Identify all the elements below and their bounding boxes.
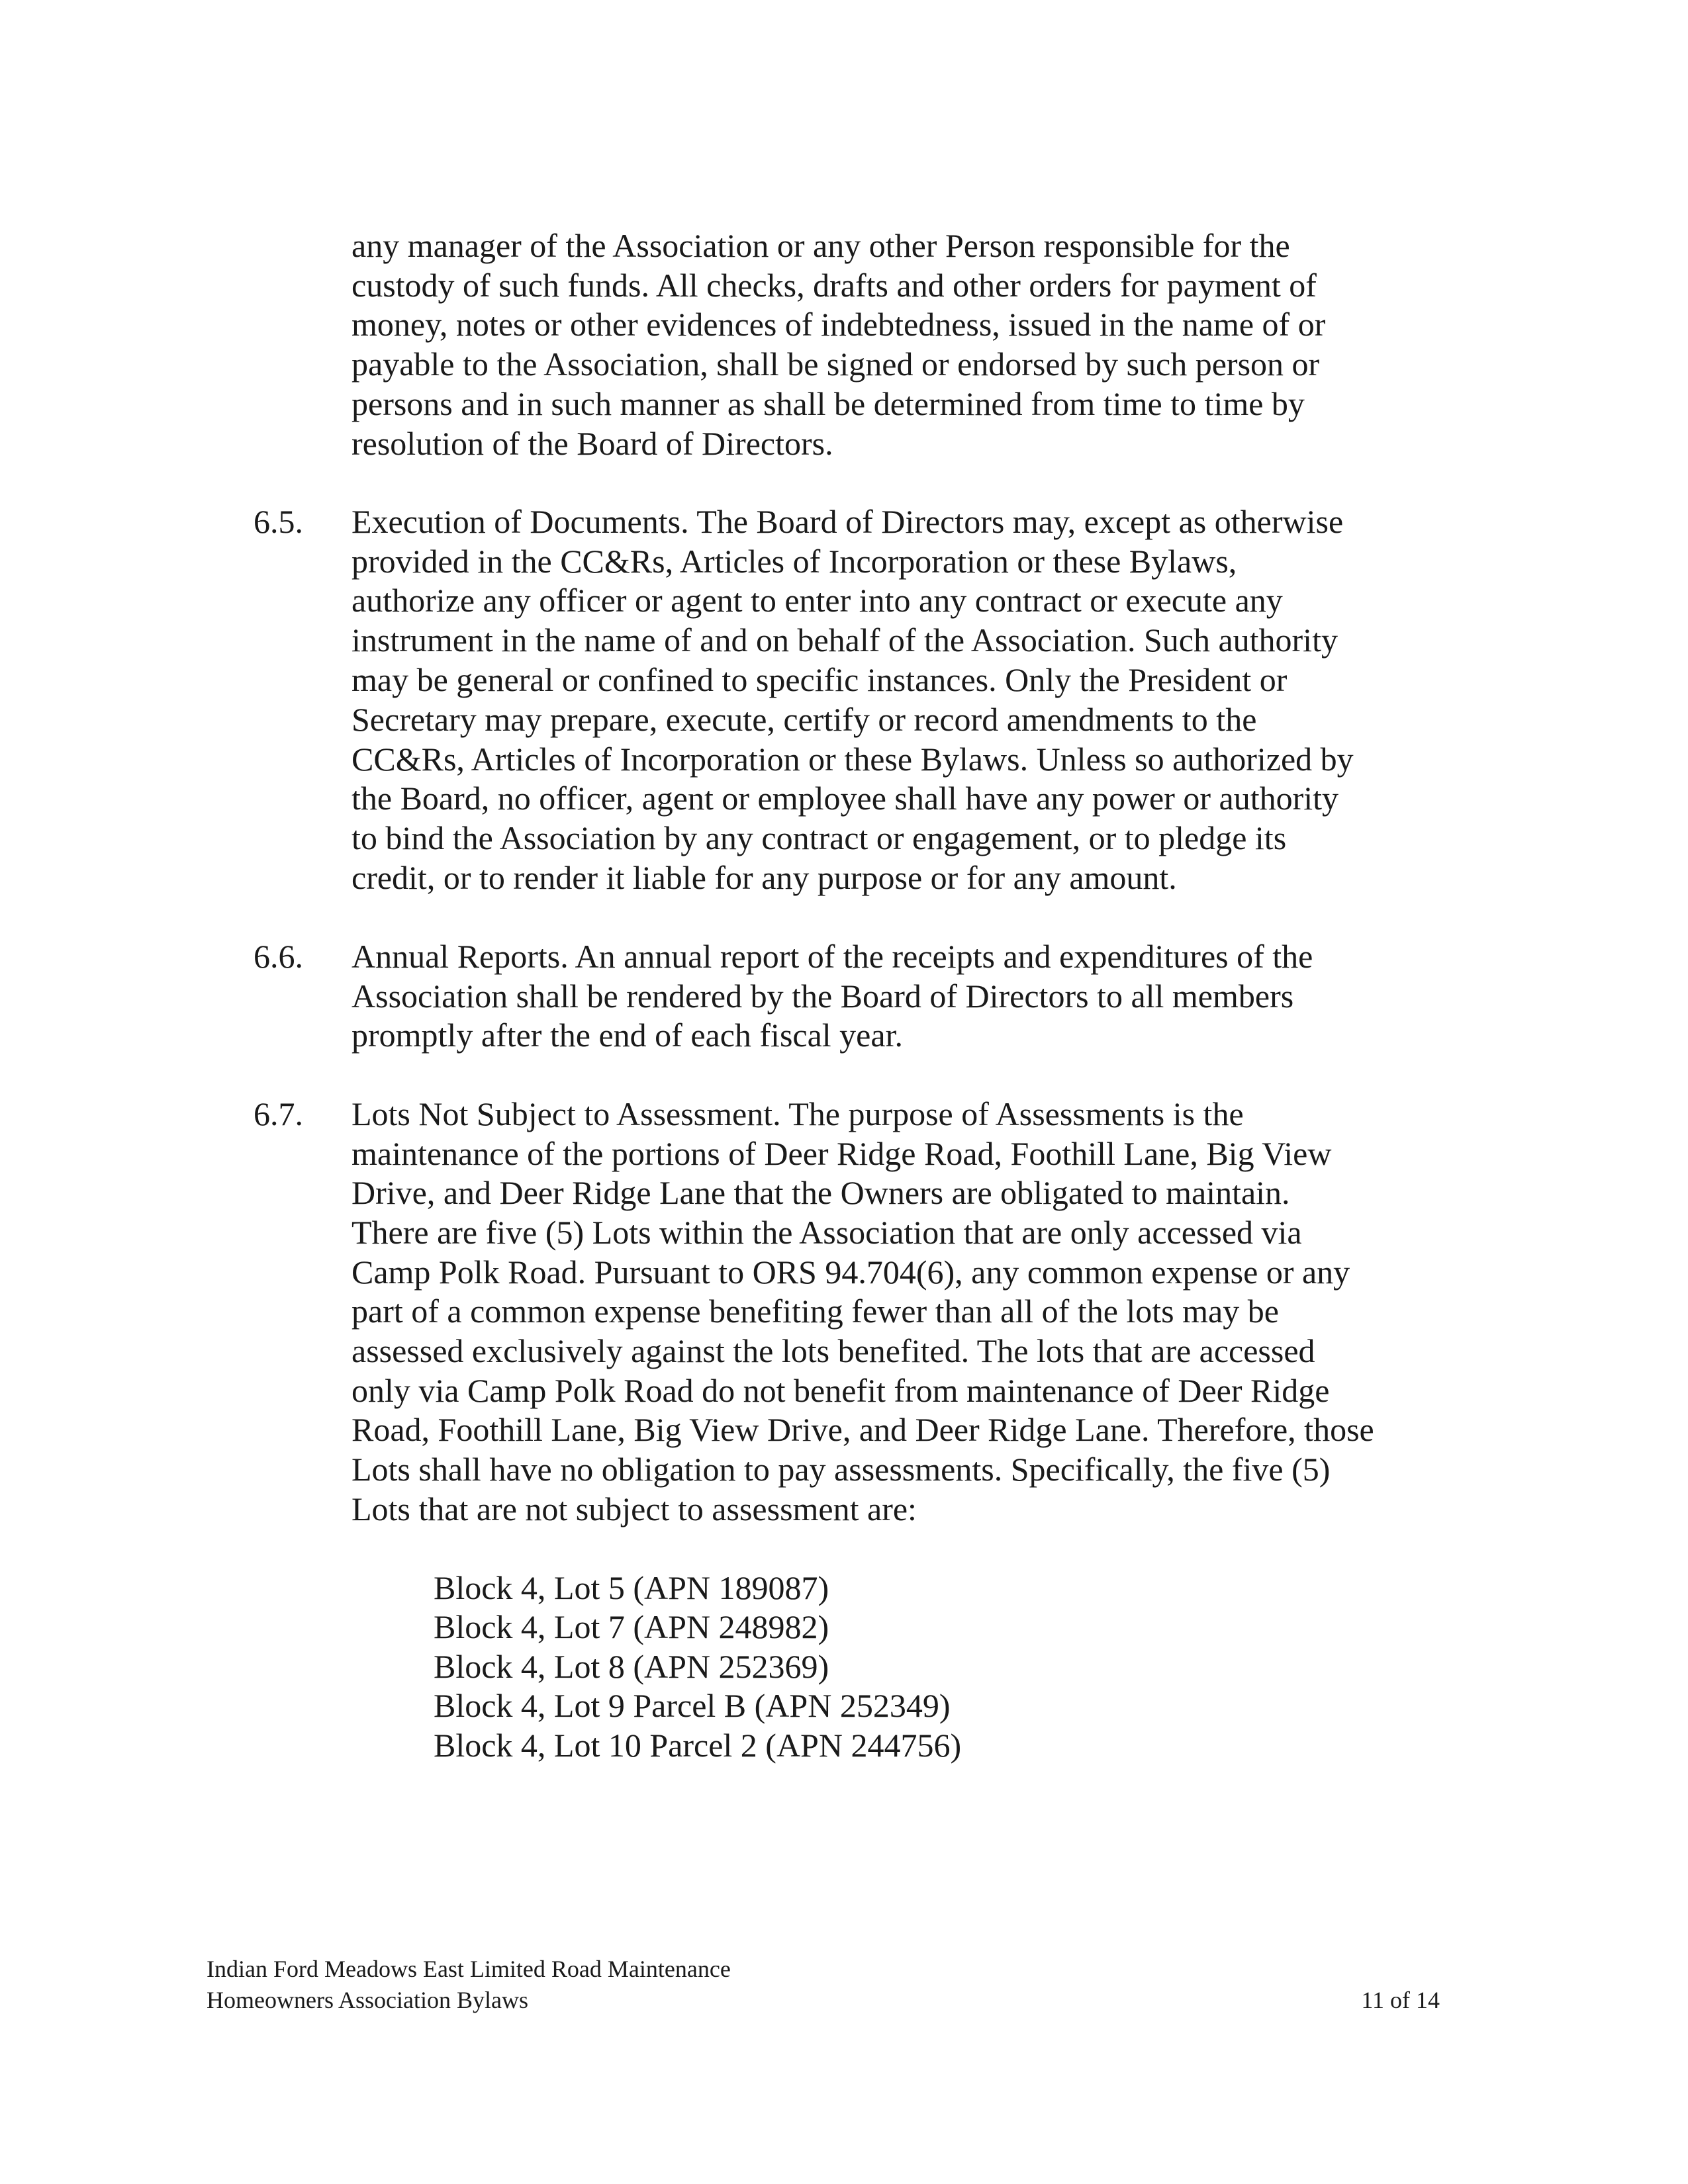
section-line: credit, or to render it liable for any purpose or for any amount. xyxy=(352,859,1177,896)
section-line: Secretary may prepare, execute, certify or record amendments to the xyxy=(352,701,1257,738)
section-number: 6.7. xyxy=(254,1095,303,1132)
intro-line: custody of such funds. All checks, drafts and other orders for payment of xyxy=(352,267,1317,304)
lot-item: Block 4, Lot 9 Parcel B (APN 252349) xyxy=(434,1687,951,1724)
section-line: Lots Not Subject to Assessment. The purpose of Assessments is the xyxy=(352,1095,1244,1132)
section-line: Road, Foothill Lane, Big View Drive, and Deer Ridge Lane. Therefore, those xyxy=(352,1411,1374,1448)
lot-item: Block 4, Lot 8 (APN 252369) xyxy=(434,1648,829,1685)
section-line: the Board, no officer, agent or employee shall have any power or authority xyxy=(352,780,1339,817)
section-line: Association shall be rendered by the Board of Directors to all members xyxy=(352,978,1294,1015)
section-line: instrument in the name of and on behalf of the Association. Such authority xyxy=(352,621,1338,659)
section-number: 6.6. xyxy=(254,938,303,975)
page-number: 11 of 14 xyxy=(1361,1987,1440,2013)
footer-title-line1: Indian Ford Meadows East Limited Road Maintenance xyxy=(207,1956,731,1982)
lot-item: Block 4, Lot 10 Parcel 2 (APN 244756) xyxy=(434,1727,962,1764)
section-line: only via Camp Polk Road do not benefit from maintenance of Deer Ridge xyxy=(352,1372,1330,1409)
section-line: maintenance of the portions of Deer Ridge Road, Foothill Lane, Big View xyxy=(352,1135,1332,1172)
section-number: 6.5. xyxy=(254,503,303,540)
intro-line: payable to the Association, shall be signed or endorsed by such person or xyxy=(352,345,1320,383)
lot-item: Block 4, Lot 5 (APN 189087) xyxy=(434,1569,829,1606)
footer-title-line2: Homeowners Association Bylaws xyxy=(207,1987,528,2013)
section-line: may be general or confined to specific instances. Only the President or xyxy=(352,661,1288,698)
section-line: Drive, and Deer Ridge Lane that the Owners are obligated to maintain. xyxy=(352,1174,1290,1211)
section-line: provided in the CC&Rs, Articles of Incorporation or these Bylaws, xyxy=(352,543,1237,580)
section-line: CC&Rs, Articles of Incorporation or these Bylaws. Unless so authorized by xyxy=(352,741,1354,778)
lot-item: Block 4, Lot 7 (APN 248982) xyxy=(434,1608,829,1645)
section-line: authorize any officer or agent to enter into any contract or execute any xyxy=(352,582,1283,619)
section-line: assessed exclusively against the lots benefited. The lots that are accessed xyxy=(352,1332,1315,1369)
section-line: Annual Reports. An annual report of the receipts and expenditures of the xyxy=(352,938,1313,975)
section-line: to bind the Association by any contract or engagement, or to pledge its xyxy=(352,819,1287,856)
section-line: part of a common expense benefiting fewer than all of the lots may be xyxy=(352,1293,1279,1330)
intro-line: resolution of the Board of Directors. xyxy=(352,425,833,462)
section-line: Lots that are not subject to assessment are: xyxy=(352,1490,917,1527)
section-line: Lots shall have no obligation to pay assessments. Specifically, the five (5) xyxy=(352,1451,1331,1488)
intro-line: any manager of the Association or any other Person responsible for the xyxy=(352,227,1290,264)
section-line: Camp Polk Road. Pursuant to ORS 94.704(6), any common expense or any xyxy=(352,1253,1350,1291)
intro-line: money, notes or other evidences of indebtedness, issued in the name of or xyxy=(352,306,1326,343)
intro-line: persons and in such manner as shall be determined from time to time by xyxy=(352,385,1305,422)
section-line: Execution of Documents. The Board of Directors may, except as otherwise xyxy=(352,503,1344,540)
section-line: promptly after the end of each fiscal year. xyxy=(352,1017,903,1054)
section-line: There are five (5) Lots within the Association that are only accessed via xyxy=(352,1214,1302,1251)
